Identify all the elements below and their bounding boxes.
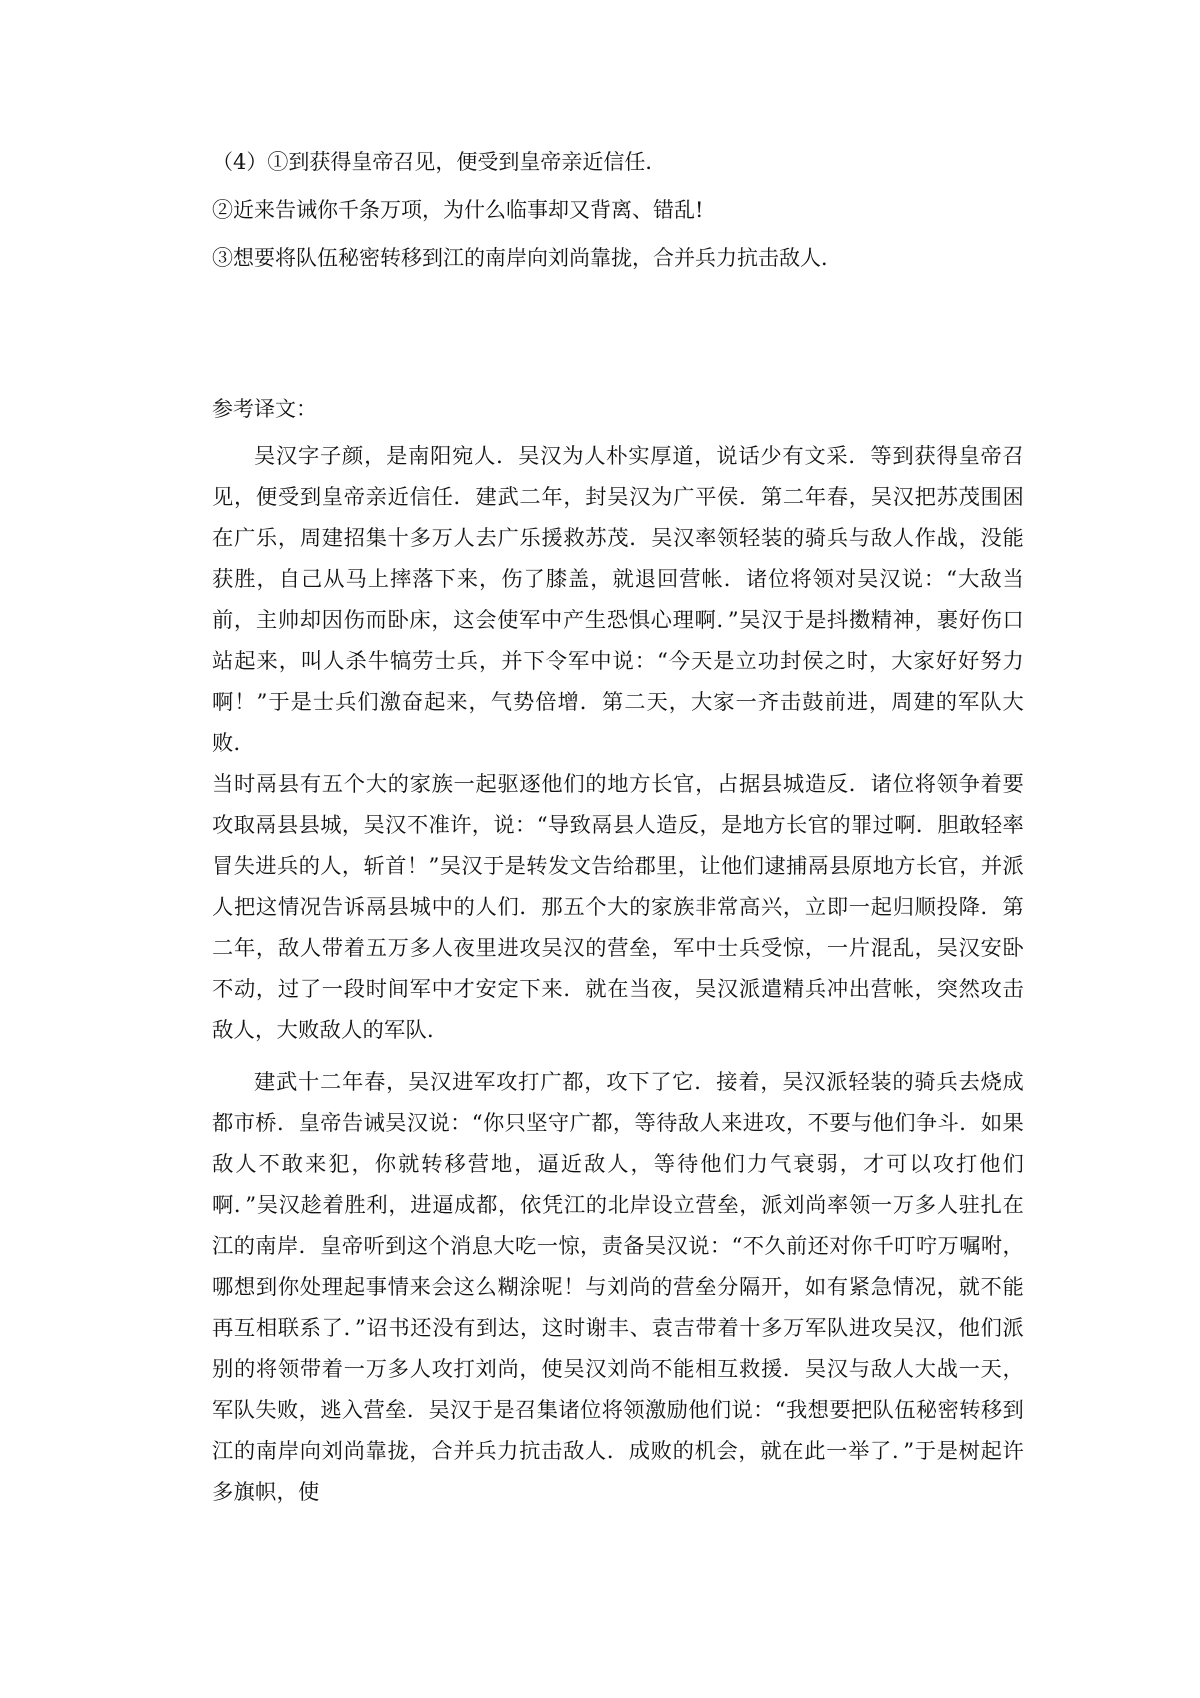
translation-paragraph-1: 吴汉字子颜，是南阳宛人．吴汉为人朴实厚道，说话少有文采．等到获得皇帝召见，便受到皇帝亲近信任．建武二年，封吴汉为广平侯．第二年春，吴汉把苏茂围困在广乐，周建招集十多万人去广乐援救苏茂．吴汉率领轻装的骑兵与敌人作战，没能获胜，自己从马上摔落下来，伤了膝盖，就退回营帐．诸位将领对吴汉说：“大敌当前，主帅却因伤而卧床，这会使军中产生恐惧心理啊．”吴汉于是抖擞精神，裹好伤口站起来，叫人杀牛犒劳士兵，并下令军中说：“今天是立功封侯之时，大家好好努力啊！”于是士兵们激奋起来，气势倍增．第二天，大家一齐击鼓前进，周建的军队大败． xyxy=(212,444,1024,756)
translation-body xyxy=(212,436,1024,1513)
answer-line-2: ②近来告诫你千条万项，为什么临事却又背离、错乱! xyxy=(212,198,704,222)
translation-paragraph-2: 当时鬲县有五个大的家族一起驱逐他们的地方长官，占据县城造反．诸位将领争着要攻取鬲县县城，吴汉不准许，说：“导致鬲县人造反，是地方长官的罪过啊．胆敢轻率冒失进兵的人，斩首！”吴汉于是转发文告给郡里，让他们逮捕鬲县原地方长官，并派人把这情况告诉鬲县城中的人们．那五个大的家族非常高兴，立即一起归顺投降．第二年，敌人带着五万多人夜里进攻吴汉的营垒，军中士兵受惊，一片混乱，吴汉安卧不动，过了一段时间军中才安定下来．就在当夜，吴汉派遣精兵冲出营帐，突然攻击敌人，大败敌人的军队． xyxy=(212,772,1024,1043)
translation-paragraph-3: 建武十二年春，吴汉进军攻打广都，攻下了它．接着，吴汉派轻装的骑兵去烧成都市桥．皇帝告诫吴汉说：“你只坚守广都，等待敌人来进攻，不要与他们争斗．如果敌人不敢来犯，你就转移营地，逼近敌人，等待他们力气衰弱，才可以攻打他们啊．”吴汉趁着胜利，进逼成都，依凭江的北岸设立营垒，派刘尚率领一万多人驻扎在江的南岸．皇帝听到这个消息大吃一惊，责备吴汉说：“不久前还对你千叮咛万嘱咐，哪想到你处理起事情来会这么糊涂呢！与刘尚的营垒分隔开，如有紧急情况，就不能再互相联系了．”诏书还没有到达，这时谢丰、袁吉带着十多万军队进攻吴汉，他们派别的将领带着一万多人攻打刘尚，使吴汉刘尚不能相互救援．吴汉与敌人大战一天，军队失败，逃入营垒．吴汉于是召集诸位将领激励他们说：“我想要把队伍秘密转移到江的南岸向刘尚靠拢，合并兵力抗击敌人．成败的机会，就在此一举了．”于是树起许多旗帜，使 xyxy=(212,1070,1024,1505)
answer-line-1: （4）①到获得皇帝召见，便受到皇帝亲近信任． xyxy=(212,150,667,174)
answer-section xyxy=(212,150,1032,294)
reference-translation-title: 参考译文： xyxy=(212,397,317,421)
answer-line-3: ③想要将队伍秘密转移到江的南岸向刘尚靠拢，合并兵力抗击敌人． xyxy=(212,246,842,270)
